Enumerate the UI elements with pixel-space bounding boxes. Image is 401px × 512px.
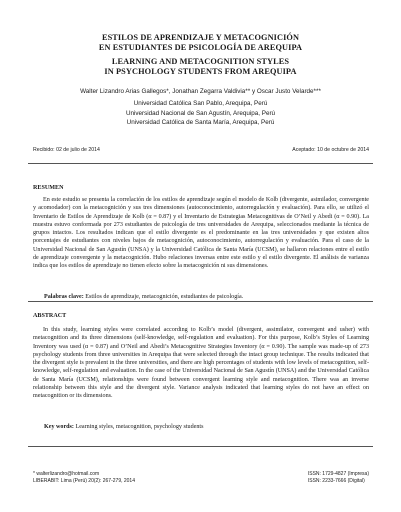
resumen-text: En este estudio se presenta la correlación de los estilos de aprendizaje según el modelo de Kolb (divergente, asimilador, convergente y acomodador) con la metacognición y sus tres dimensiones (autoconocimiento, autorregulación y evaluación). Para ello, se utilizó el Inventario de Estilos de Aprendizaje de Kolb (α = 0.87) y el Inventario de Estrategias Metacognitivas de O’Neil y Abedi (α = 0.90). La muestra estuvo conformada por 273 estudiantes de psicología de tres universidades de Arequipa, seleccionados mediante la técnica de grupos intactos. Los resultados indican que el estilo divergente es el predominante en las tres universidades y que existen altos porcentajes de estudiantes con niveles bajos de metacognición, autoconocimiento, autorregulación y evaluación. Para el caso de la Universidad Nacional de San Agustín (UNSA) y la Universidad Católica de Santa María (UCSM), se hallaron relaciones entre el estilo de aprendizaje convergente y la metacognición. Hubo relaciones inversas entre este estilo y el estilo divergente. El análisis de varianza indica que los estilos de aprendizaje no tienen efecto sobre la metacognición ni sus dimensiones. [33, 197, 369, 270]
divider-top [28, 163, 373, 164]
keywords-spanish [44, 294, 243, 300]
title-english [0, 57, 401, 77]
title-spanish-line-2: EN ESTUDIANTES DE PSICOLOGÍA DE AREQUIPA [98, 43, 303, 52]
keywords-english [44, 424, 203, 430]
resumen-heading: RESUMEN [33, 185, 64, 191]
accepted-date: Aceptado: 10 de octubre de 2014 [292, 147, 369, 153]
footer-citation [33, 471, 135, 484]
affiliation-3: Universidad Católica de Santa María, Arequipa, Perú [126, 119, 275, 126]
affiliation-1: Universidad Católica San Pablo, Arequipa, Perú [133, 100, 268, 107]
keywords-english-list: Learning styles, metacognition, psychology students [73, 424, 204, 430]
affiliation-2: Universidad Nacional de San Agustín, Arequipa, Perú [125, 109, 276, 117]
title-spanish [0, 33, 401, 53]
abstract-text: In this study, learning styles were correlated according to Kolb’s model (divergent, assimilator, convergent and usher) with metacognition and its three dimensions (self-knowledge, self-regulation and evaluation). For this purpose, Kolb’s Styles of Learning Inventory was used (α = 0.87) and O’Neil and Abedi’s Metacognitive Strategies Inventory (α = 0.90). The sample was made-up of 273 psychology students from three universities in Arequipa that were selected through the intact group technique. The results indicated that the divergent style is prevalent in the three universities, and there are high percentages of students with low levels of metacognition, self-knowledge, self-regulation and evaluation. In the case of the Universidad Nacional de San Agustín (UNSA) and the Universidad Católica de Santa María (UCSM), relationships were found between convergent learning style and metacognition. There was an inverse relationship between this style and the divergent style. Variance analysis indicated that learning styles do not have an effect on metacognition or its dimensions. [33, 327, 369, 400]
footer-email: * walterlizandro@hotmail.com [33, 471, 100, 477]
keywords-english-label: Key words: [44, 424, 74, 430]
author-list: Walter Lizandro Arias Gallegos*, Jonathan Zegarra Valdivia** y Oscar Justo Velarde*** [80, 88, 321, 95]
keywords-spanish-label: Palabras clave: [44, 294, 84, 300]
footer-issn [308, 471, 369, 484]
title-english-line-2: IN PSYCHOLOGY STUDENTS FROM AREQUIPA [104, 67, 297, 76]
submission-dates [33, 147, 369, 153]
divider-middle [28, 301, 373, 302]
issn-digital: ISSN: 2233-7666 (Digital) [307, 477, 365, 484]
abstract-heading: ABSTRACT [33, 313, 67, 319]
affiliations [0, 99, 401, 128]
title-spanish-line-1: ESTILOS DE APRENDIZAJE Y METACOGNICIÓN [101, 33, 300, 42]
footer-journal: LIBERABIT: Lima (Perú) 20(2): 267-279, 2014 [33, 477, 135, 484]
received-date: Recibido: 02 de julio de 2014 [33, 147, 100, 153]
divider-footer [28, 446, 373, 447]
issn-print: ISSN: 1729-4827 (Impresa) [307, 471, 369, 477]
keywords-spanish-list: Estilos de aprendizaje, metacognición, estudiantes de psicología. [83, 294, 244, 300]
title-english-line-1: LEARNING AND METACOGNITION STYLES [111, 57, 290, 66]
